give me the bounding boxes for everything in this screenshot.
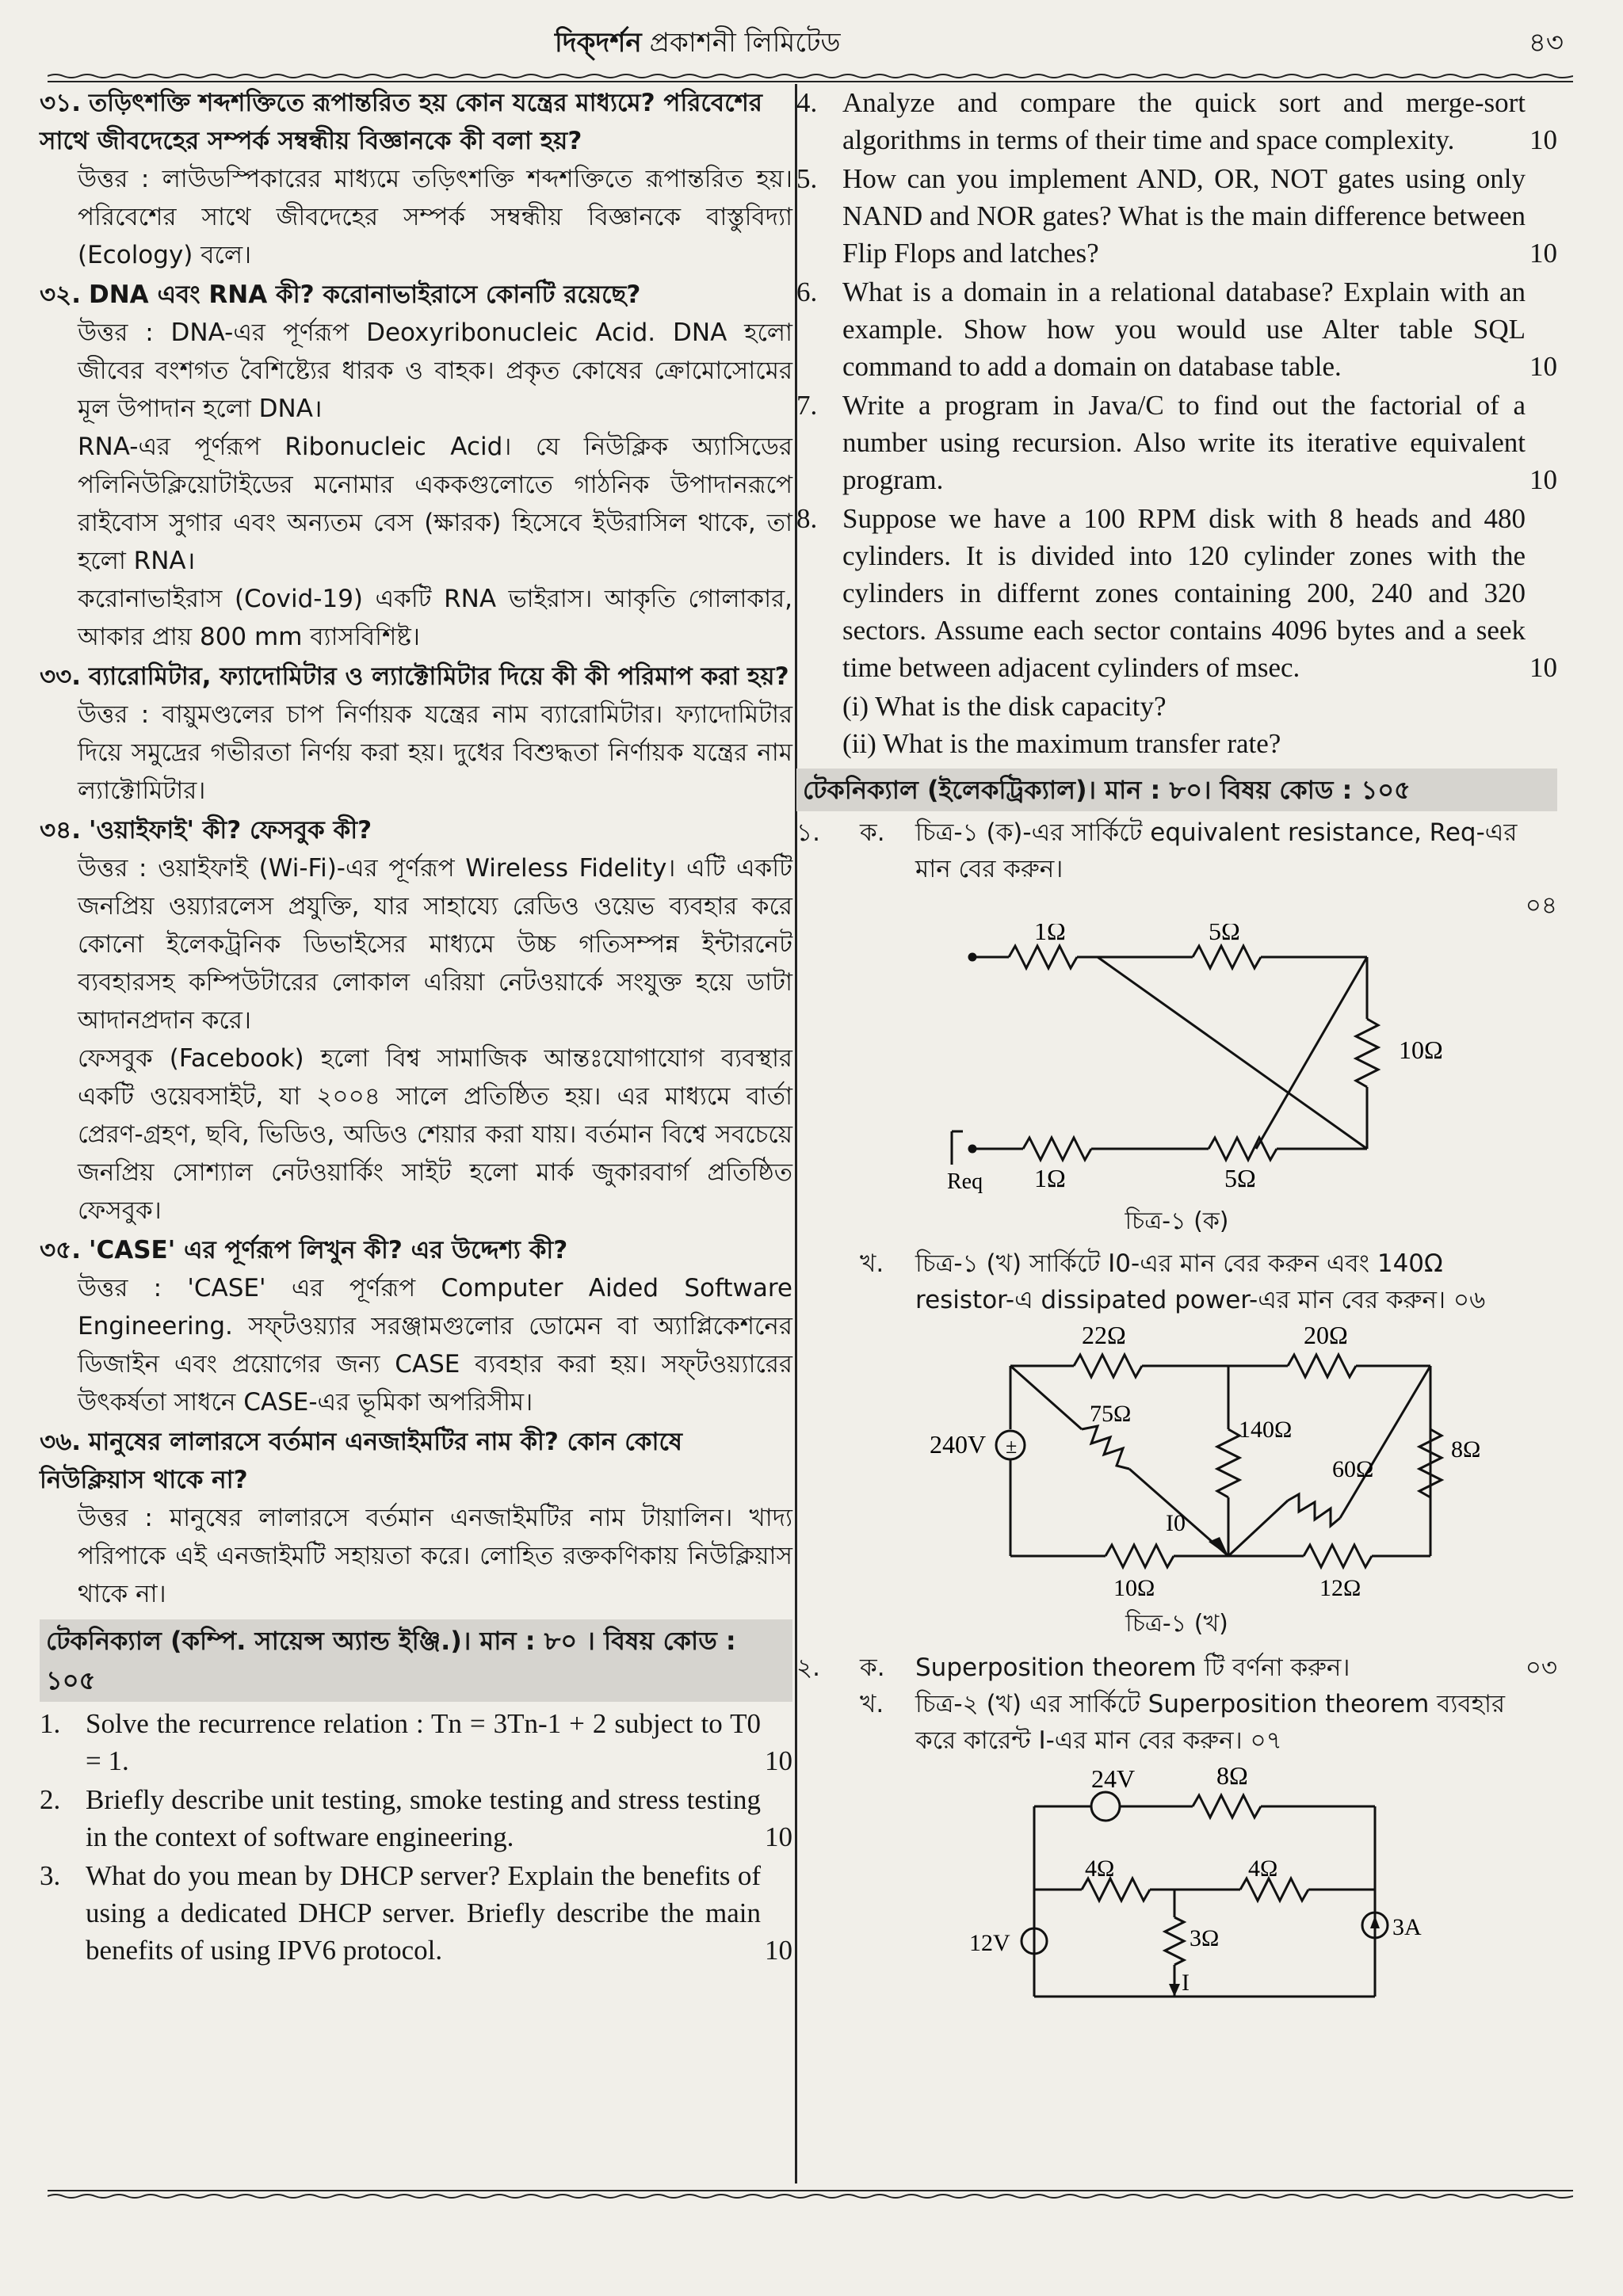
- gk-question: [40, 1423, 792, 1499]
- gk-item: [40, 658, 792, 810]
- bottom-wavy-rule: [48, 2188, 1573, 2199]
- exam-question-number: 3.: [40, 1860, 61, 1891]
- question-marks: ০৪: [1525, 891, 1557, 920]
- figure-1b-caption: চিত্র-১ (খ): [1125, 1610, 1228, 1638]
- eee-question-2b: [796, 1686, 1557, 1759]
- brand-name: দিক্‌দর্শন: [555, 27, 642, 59]
- gk-question-number: ৩৩.: [40, 662, 82, 691]
- circuit-figure-1a: [796, 924, 1557, 1242]
- exam-question-number: 1.: [40, 1708, 61, 1739]
- top-wavy-rule: [48, 73, 1573, 84]
- gk-answer-paragraph: RNA-এর পূর্ণরূপ Ribonucleic Acid। যে নিউক্লিক অ্যাসিডের পলিনিউক্লিয়োটাইডের মনোমার এককগুলোতে গাঠনিক উপাদানরূপে রাইবোস সুগার এবং অন্যতম বেস (ক্ষারক) হিসেবে ইউরাসিল থাকে, তা হলো RNA।: [78, 433, 792, 575]
- gk-answer-paragraph: উত্তর : 'CASE' এর পূর্ণরূপ Computer Aided Software Engineering. সফ্‌টওয়্যার সরঞ্জামগুলোর ডোমেন বা অ্যাপ্লিকেশনের ডিজাইন এবং প্রয়োগের জন্য CASE ব্যবহার করা হয়। সফ্‌টওয়্যারের উৎকর্ষতা সাধনে CASE-এর ভূমিকা অপরিসীম।: [78, 1274, 792, 1417]
- gk-question-text: 'CASE' এর পূর্ণরূপ লিখুন কী? এর উদ্দেশ্য কী?: [89, 1236, 568, 1264]
- cse-question-list: [40, 1705, 792, 1969]
- exam-question-text: Analyze and compare the quick sort and merge-sort algorithms in terms of their time and space complexity.: [842, 87, 1526, 155]
- left-column: [40, 84, 792, 1970]
- gk-item: [40, 84, 792, 274]
- question-part: খ.: [860, 1690, 884, 1718]
- exam-question-marks: 10: [1529, 652, 1557, 683]
- gk-answer: [40, 849, 792, 1230]
- exam-question: [40, 1857, 792, 1969]
- r8-label: 8Ω: [1216, 1761, 1248, 1790]
- exam-question-marks: 10: [765, 1745, 792, 1776]
- brand: [555, 22, 841, 67]
- question-marks: ০৩: [1525, 1653, 1557, 1682]
- exam-question-number: 2.: [40, 1784, 61, 1815]
- gk-answer-paragraph: উত্তর : লাউডস্পিকারের মাধ্যমে তড়িৎশক্তি শব্দশক্তিতে রূপান্তরিত হয়। পরিবেশের সাথে জীবদেহের সম্পর্ক সম্বন্ধীয় বিজ্ঞানকে বাস্তুবিদ্যা (Ecology) বলে।: [78, 165, 792, 269]
- gk-question-text: DNA এবং RNA কী? করোনাভাইরাসে কোনটি রয়েছে?: [89, 280, 641, 309]
- exam-question-number: 7.: [796, 390, 818, 421]
- i-label: I: [1182, 1970, 1190, 1996]
- gk-item: [40, 276, 792, 656]
- gk-item: [40, 1423, 792, 1613]
- gk-question-number: ৩৫.: [40, 1236, 82, 1264]
- exam-question: [796, 160, 1557, 272]
- r140-label: 140Ω: [1239, 1417, 1293, 1443]
- right-column: [796, 84, 1557, 2024]
- r75-label: 75Ω: [1090, 1401, 1132, 1427]
- gk-answer: [40, 314, 792, 656]
- exam-question-marks: 10: [1529, 464, 1557, 495]
- exam-question-text: Suppose we have a 100 RPM disk with 8 heads and 480 cylinders. It is divided into 120 cylinder zones with the cylinders in differnt zones containing 200, 240 and 320 sectors. Assume each sector contains 4096 bytes and a seek time between adjacent cylinders of msec.: [842, 503, 1526, 683]
- question-text: Superposition theorem টি বর্ণনা করুন।: [915, 1653, 1350, 1682]
- gk-answer-paragraph: উত্তর : DNA-এর পূর্ণরূপ Deoxyribonucleic Acid. DNA হলো জীবের বংশগত বৈশিষ্ট্যের ধারক ও বাহক। প্রকৃত কোষের ক্রোমোসোমের মূল উপাদান হলো DNA।: [78, 318, 792, 423]
- exam-question-marks: 10: [1529, 238, 1557, 269]
- eee-section-title: টেকনিক্যাল (ইলেকট্রিক্যাল)। মান : ৮০। বিষয় কোড : ১০৫: [796, 769, 1557, 811]
- exam-question: [796, 273, 1557, 385]
- gk-answer-paragraph: উত্তর : ওয়াইফাই (Wi-Fi)-এর পূর্ণরূপ Wireless Fidelity। এটি একটি জনপ্রিয় ওয়্যারলেস প্রযুক্তি, যার সাহায্যে রেডিও ওয়েভ ব্যবহার করে কোনো ইলেকট্রনিক ডিভাইসের মাধ্যমে উচ্চ গতিসম্পন্ন ইন্টারনেট ব্যবহারসহ কম্পিউটারের লোকাল এরিয়া নেটওয়ার্কে সংযুক্ত হয়ে ডাটা আদানপ্রদান করে।: [78, 854, 792, 1035]
- gk-question: [40, 276, 792, 314]
- gk-question: [40, 84, 792, 160]
- circuit-1b-diagram: [796, 1318, 1557, 1611]
- gk-question-number: ৩২.: [40, 280, 82, 309]
- gk-question-number: ৩৬.: [40, 1428, 82, 1456]
- gk-question: [40, 811, 792, 849]
- question-part: ক.: [860, 1653, 885, 1682]
- exam-question-text: What do you mean by DHCP server? Explain the benefits of using a dedicated DHCP server. Briefly describe the main benefits of using IPV6 protocol.: [86, 1860, 761, 1966]
- r2-label: 5Ω: [1209, 924, 1240, 945]
- v24-label: 24V: [1091, 1764, 1136, 1793]
- r22-label: 22Ω: [1082, 1321, 1126, 1349]
- r20-label: 20Ω: [1304, 1321, 1348, 1349]
- exam-question-text: Write a program in Java/C to find out the factorial of a number using recursion. Also write its iterative equivalent program.: [842, 390, 1526, 495]
- question-text: চিত্র-১ (ক)-এর সার্কিটে equivalent resistance, Req-এর মান বের করুন।: [915, 818, 1518, 883]
- circuit-2b-diagram: [796, 1759, 1557, 2020]
- circuit-figure-2b: [796, 1759, 1557, 2024]
- gk-question-text: তড়িৎশক্তি শব্দশক্তিতে রূপান্তরিত হয় কোন যন্ত্রের মাধ্যমে? পরিবেশের সাথে জীবদেহের সম্পর্ক সম্বন্ধীয় বিজ্ঞানকে কী বলা হয়?: [40, 89, 762, 155]
- gk-answer: [40, 696, 792, 810]
- eee-question-1a: [796, 814, 1557, 924]
- r3-label: 3Ω: [1190, 1925, 1220, 1951]
- r4a-label: 4Ω: [1085, 1855, 1115, 1882]
- r8-label: 8Ω: [1451, 1436, 1481, 1463]
- exam-question-number: 6.: [796, 277, 818, 307]
- page-header: [0, 22, 1623, 70]
- r60-label: 60Ω: [1332, 1456, 1374, 1482]
- gk-answer-paragraph: উত্তর : বায়ুমণ্ডলের চাপ নির্ণায়ক যন্ত্রের নাম ব্যারোমিটার। ফ্যাদোমিটার দিয়ে সমুদ্রের গভীরতা নির্ণয় করা হয়। দুধের বিশুদ্ধতা নির্ণায়ক যন্ত্রের নাম ল্যাক্টোমিটার।: [78, 700, 792, 805]
- question-marks: ০৭: [1250, 1726, 1282, 1755]
- eee-question-2a: [796, 1650, 1557, 1686]
- exam-question-number: 8.: [796, 503, 818, 534]
- eee-question-1b: [796, 1245, 1557, 1318]
- exam-question-text: Briefly describe unit testing, smoke testing and stress testing in the context of software engineering.: [86, 1784, 761, 1852]
- exam-question-text: How can you implement AND, OR, NOT gates using only NAND and NOR gates? What is the main difference between Flip Flops and latches?: [842, 163, 1526, 269]
- figure-1a-caption: চিত্র-১ (ক): [1125, 1207, 1229, 1235]
- r3-label: 10Ω: [1399, 1035, 1443, 1064]
- gk-question-text: মানুষের লালারসে বর্তমান এনজাইমটির নাম কী? কোন কোষে নিউক্লিয়াস থাকে না?: [40, 1428, 683, 1494]
- gk-item: [40, 1231, 792, 1421]
- question-part: খ.: [860, 1249, 884, 1278]
- circuit-1a-diagram: [796, 924, 1557, 1209]
- question-number: ১.: [796, 818, 820, 847]
- gk-question: [40, 658, 792, 696]
- exam-question: [796, 500, 1557, 686]
- exam-question-number: 4.: [796, 87, 818, 118]
- i3a-label: 3A: [1392, 1914, 1422, 1940]
- gk-answer-paragraph: ফেসবুক (Facebook) হলো বিশ্ব সামাজিক আন্তঃযোগাযোগ ব্যবস্থার একটি ওয়েবসাইট, যা ২০০৪ সালে প্রতিষ্ঠিত হয়। এর মাধ্যমে বার্তা প্রেরণ-গ্রহণ, ছবি, ভিডিও, অডিও শেয়ার করা যায়। বর্তমান বিশ্বে সবচেয়ে জনপ্রিয় সোশ্যাল নেটওয়ার্কিং সাইট হলো মার্ক জুকারবার্গ প্রতিষ্ঠিত ফেসবুক।: [78, 1044, 792, 1225]
- publisher-name: প্রকাশনী লিমিটেড: [649, 27, 841, 59]
- r4b-label: 4Ω: [1248, 1855, 1278, 1882]
- r10-label: 10Ω: [1113, 1575, 1155, 1601]
- r5-label: 5Ω: [1224, 1164, 1256, 1192]
- question-number: ২.: [796, 1653, 821, 1682]
- gk-question-text: ব্যারোমিটার, ফ্যাদোমিটার ও ল্যাক্টোমিটার দিয়ে কী কী পরিমাপ করা হয়?: [89, 662, 789, 691]
- source-plus-minus: ±: [1006, 1435, 1018, 1458]
- page-number: ৪৩: [1528, 27, 1564, 59]
- gk-item: [40, 811, 792, 1230]
- question-text: চিত্র-১ (খ) সার্কিটে I0-এর মান বের করুন এবং 140Ω resistor-এ dissipated power-এর মান বের করুন।: [915, 1249, 1446, 1314]
- circuit-figure-1b: [796, 1318, 1557, 1645]
- exam-question-marks: 10: [765, 1821, 792, 1852]
- exam-question-number: 5.: [796, 163, 818, 194]
- sub-question-1: (i) What is the disk capacity?: [842, 691, 1167, 722]
- gk-answer-paragraph: করোনাভাইরাস (Covid-19) একটি RNA ভাইরাস। আকৃতি গোলাকার, আকার প্রায় 800 mm ব্যাসবিশিষ্ট।: [78, 585, 792, 651]
- gk-answer: [40, 160, 792, 274]
- exam-question: [40, 1705, 792, 1779]
- r4-label: 1Ω: [1034, 1164, 1066, 1192]
- exam-question: [40, 1781, 792, 1855]
- req-label: Req: [947, 1169, 983, 1194]
- exam-question-marks: 10: [1529, 124, 1557, 155]
- cse-section-title: টেকনিক্যাল (কম্পি. সায়েন্স অ্যান্ড ইঞ্জি.)। মান : ৮০ । বিষয় কোড : ১০৫: [40, 1619, 792, 1702]
- sub-question-2: (ii) What is the maximum transfer rate?: [842, 728, 1281, 759]
- gk-answer-paragraph: উত্তর : মানুষের লালারসে বর্তমান এনজাইমটির নাম টায়ালিন। খাদ্য পরিপাকে এই এনজাইমটি সহায়তা করে। লোহিত রক্তকণিকায় নিউক্লিয়াস থাকে না।: [78, 1504, 792, 1608]
- exam-question-marks: 10: [1529, 351, 1557, 382]
- gk-answer: [40, 1499, 792, 1613]
- cse-question-list-continued: [796, 84, 1557, 686]
- r12-label: 12Ω: [1319, 1575, 1361, 1601]
- r1-label: 1Ω: [1034, 924, 1066, 945]
- question-marks: ০৬: [1453, 1286, 1486, 1314]
- exam-question-text: What is a domain in a relational database? Explain with an example. Show how you would use Alter table SQL command to add a domain on database table.: [842, 277, 1526, 382]
- general-knowledge-list: [40, 84, 792, 1613]
- gk-question-number: ৩১.: [40, 89, 82, 117]
- gk-question-text: 'ওয়াইফাই' কী? ফেসবুক কী?: [89, 816, 372, 845]
- voltage-240-label: 240V: [930, 1430, 987, 1459]
- exam-question: [796, 84, 1557, 158]
- exam-question: [796, 387, 1557, 498]
- exam-question-marks: 10: [765, 1935, 792, 1966]
- io-label: I0: [1166, 1510, 1186, 1536]
- v12-label: 12V: [969, 1930, 1010, 1956]
- question-text: চিত্র-২ (খ) এর সার্কিটে Superposition theorem ব্যবহার করে কারেন্ট I-এর মান বের করুন।: [915, 1690, 1506, 1755]
- exam-question-text: Solve the recurrence relation : Tn = 3Tn-1 + 2 subject to T0 = 1.: [86, 1708, 761, 1776]
- question-part: ক.: [860, 818, 885, 847]
- gk-question-number: ৩৪.: [40, 816, 82, 845]
- gk-answer: [40, 1269, 792, 1421]
- gk-question: [40, 1231, 792, 1269]
